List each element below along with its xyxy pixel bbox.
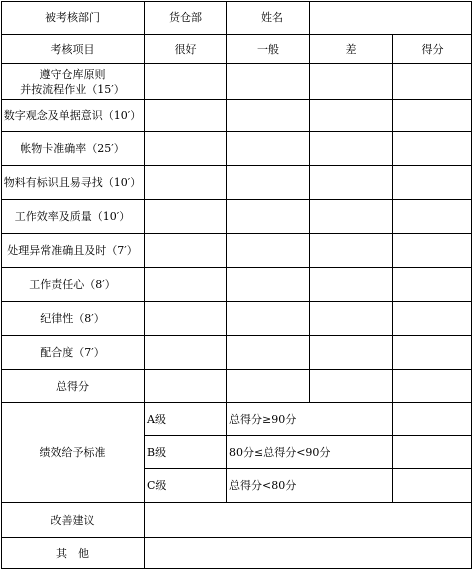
column-header-average: 一般 [257, 42, 279, 56]
grade-a-criteria: 总得分≥90分 [229, 412, 297, 426]
column-header-score: 得分 [421, 42, 444, 56]
item-row-label: 配合度（7′） [40, 346, 105, 359]
item-row-label: 处理异常准确且及时（7′） [7, 244, 138, 257]
item-label-line-1: 遵守仓库原则 [39, 67, 106, 81]
performance-standard-label: 绩效给予标准 [39, 446, 106, 459]
other-label: 其 他 [56, 547, 89, 560]
item-row-label: 工作效率及质量（10′） [14, 210, 131, 223]
grade-c-criteria: 总得分<80分 [229, 479, 297, 492]
column-header-very-good: 很好 [174, 42, 197, 56]
item-row-label: 纪律性（8′） [40, 312, 105, 325]
item-row-label: 帐物卡准确率（25′） [20, 142, 125, 155]
other-field[interactable] [145, 538, 472, 569]
improvement-suggestions-field[interactable] [145, 503, 472, 537]
grade-b-criteria: 80分≤总得分<90分 [229, 445, 331, 459]
improvement-suggestions-label: 改善建议 [50, 513, 95, 527]
name-label: 姓名 [261, 11, 283, 24]
item-row-label: 工作责任心（8′） [29, 278, 116, 291]
column-header-poor: 差 [345, 42, 357, 56]
item-row-label: 物料有标识且易寻找（10′） [3, 176, 142, 189]
column-header-item: 考核项目 [50, 42, 95, 56]
performance-review-form [1, 1, 472, 569]
grade-a-label: A级 [147, 412, 166, 426]
department-label: 被考核部门 [45, 11, 100, 24]
total-score-label: 总得分 [56, 379, 89, 393]
item-label-line-2: 并按流程作业（15′） [20, 82, 125, 96]
grade-c-label: C级 [147, 479, 167, 492]
item-row-label [1, 64, 144, 99]
item-row-label: 数字观念及单据意识（10′） [3, 109, 142, 122]
name-field[interactable] [310, 1, 472, 34]
grade-b-label: B级 [147, 445, 167, 459]
department-value: 货仓部 [169, 11, 202, 24]
